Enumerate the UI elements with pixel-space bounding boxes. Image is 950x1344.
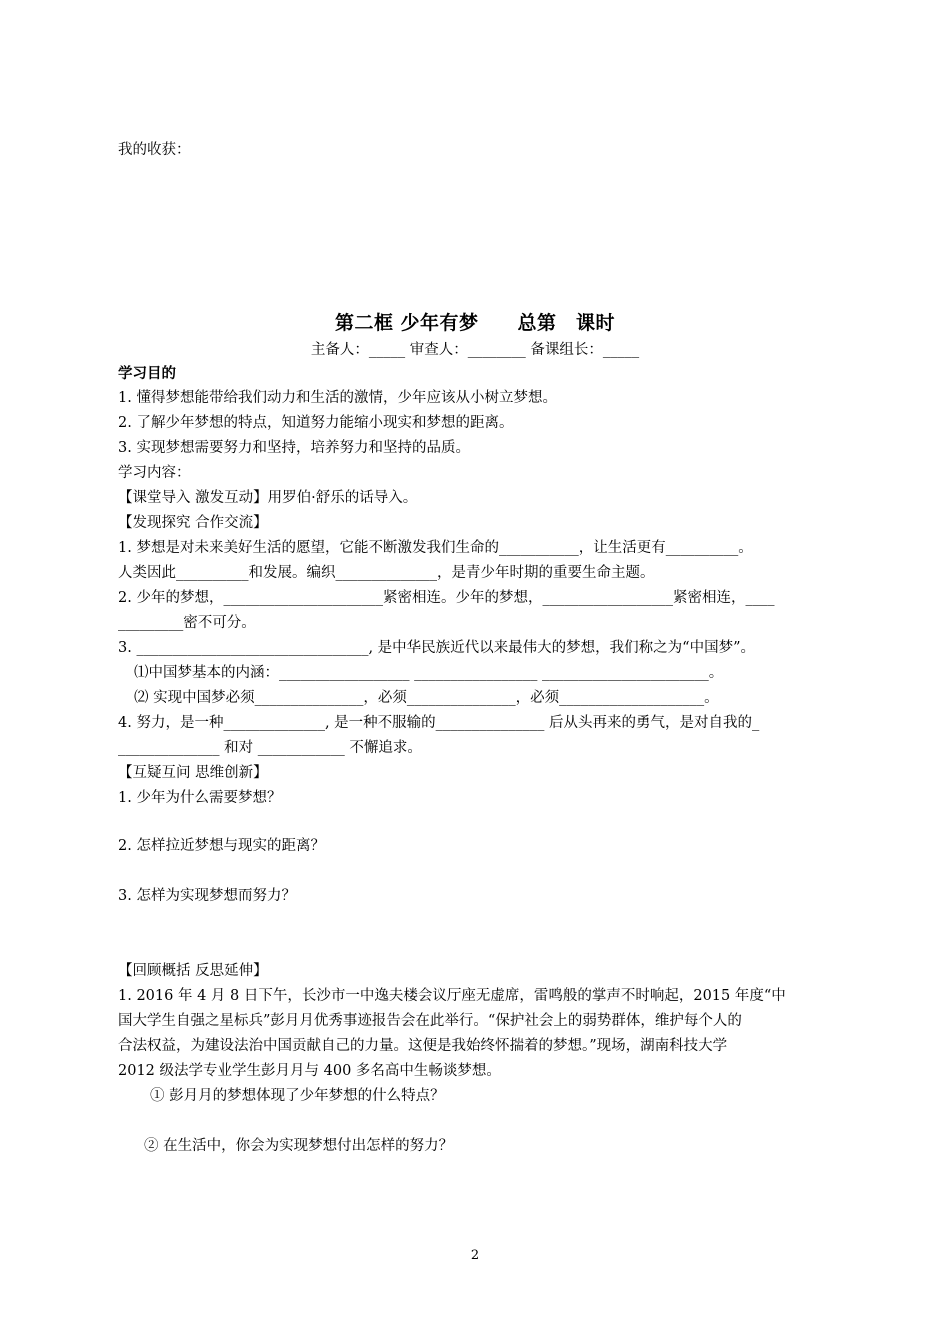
explore-line: 1. 梦想是对未来美好生活的愿望，它能不断激发我们生命的___________，让生活更有__________。 [118, 540, 753, 556]
review-question: ① 彭月月的梦想体现了少年梦想的什么特点？ [150, 1088, 445, 1104]
preparers-line: 主备人：_____ 审查人：________ 备课组长：_____ [310, 342, 640, 358]
content-label: 学习内容： [118, 465, 191, 481]
review-paragraph-line: 2012 级法学专业学生彭月月与 400 多名高中生畅谈梦想。 [118, 1063, 501, 1079]
question-item: 2. 怎样拉近梦想与现实的距离？ [118, 838, 325, 854]
review-paragraph-line: 1. 2016 年 4 月 8 日下午，长沙市一中逸夫楼会议厅座无虚席，雷鸣般的掌声不时响起，2015 年度“中 [118, 988, 786, 1004]
harvest-label: 我的收获： [118, 142, 191, 158]
explore-line: _________密不可分。 [118, 615, 256, 631]
review-paragraph-line: 国大学生自强之星标兵”彭月月优秀事迹报告会在此举行。“保护社会上的弱势群体，维护每个人的 [118, 1013, 742, 1029]
explore-line: ______________ 和对 ____________ 不懈追求。 [118, 740, 422, 756]
goal-item: 2. 了解少年梦想的特点，知道努力能缩小现实和梦想的距离。 [118, 415, 514, 431]
goal-item: 3. 实现梦想需要努力和坚持，培养努力和坚持的品质。 [118, 440, 470, 456]
explore-subline: ⑵ 实现中国梦必须_______________，必须_______________，必须____________________。 [134, 690, 719, 706]
page-title: 第二框 少年有梦 总第 课时 [334, 312, 616, 334]
explore-line: 人类因此__________和发展。编织______________，是青少年时期的重要生命主题。 [118, 565, 655, 581]
page-number: 2 [470, 1248, 480, 1263]
question-item: 1. 少年为什么需要梦想？ [118, 790, 282, 806]
review-paragraph-line: 合法权益，为建设法治中国贡献自己的力量。这便是我始终怀揣着的梦想。”现场，湖南科技大学 [118, 1038, 728, 1054]
explore-line: 2. 少年的梦想，______________________紧密相连。少年的梦想，__________________紧密相连，____ [118, 590, 775, 606]
review-question: ② 在生活中，你会为实现梦想付出怎样的努力？ [144, 1138, 454, 1154]
question-item: 3. 怎样为实现梦想而努力？ [118, 888, 296, 904]
intro-line: 【课堂导入 激发互动】用罗伯·舒乐的话导入。 [118, 490, 418, 506]
goals-heading: 学习目的 [118, 365, 176, 382]
questions-heading: 【互疑互问 思维创新】 [118, 765, 268, 781]
explore-subline: ⑴中国梦基本的内涵：__________________ _________________ _______________________。 [134, 665, 724, 681]
review-heading: 【回顾概括 反思延伸】 [118, 963, 268, 979]
goal-item: 1. 懂得梦想能带给我们动力和生活的激情，少年应该从小树立梦想。 [118, 390, 557, 406]
explore-heading: 【发现探究 合作交流】 [118, 515, 268, 531]
explore-line: 3. ________________________________, 是中华民族近代以来最伟大的梦想，我们称之为“中国梦”。 [118, 640, 755, 656]
explore-line: 4. 努力，是一种______________, 是一种不服输的_______________ 后从头再来的勇气，是对自我的_ [118, 715, 760, 731]
